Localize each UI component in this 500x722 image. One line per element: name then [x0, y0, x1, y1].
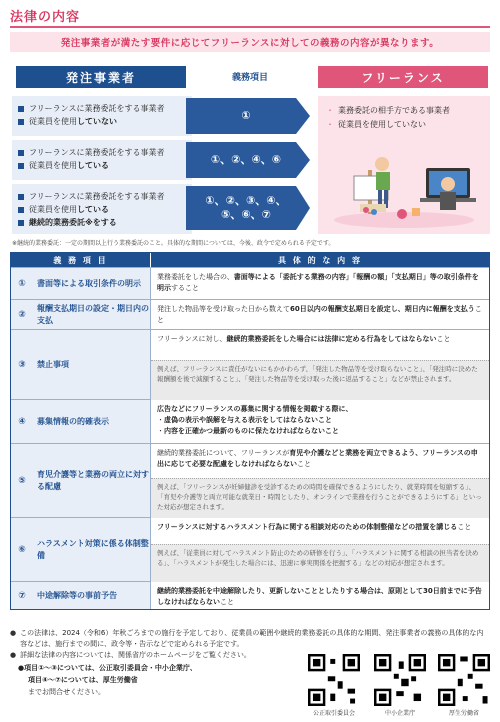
row-number: ③ — [18, 359, 26, 370]
square-bullet-icon — [18, 150, 24, 156]
summary-banner: 発注事業者が満たす要件に応じてフリーランスに対しての義務の内容が異なります。 — [10, 32, 490, 52]
duty-arrow-3-label: ①、②、③、④、 ⑤、⑥、⑦ — [205, 194, 287, 221]
page-title: 法律の内容 — [10, 10, 81, 25]
row-example: 例えば、「従業員に対してハラスメント防止のための研修を行う」、「ハラスメントに関する相談の担当者を決める」、「ハラスメントが発生した場合には、迅速に事実関係を把握する」などの対応が想定されます。 — [151, 544, 489, 582]
qr-label: 厚生労働省 — [448, 710, 479, 717]
qr-code-icon[interactable] — [308, 654, 360, 706]
row-detail: フリーランスに対し、継続的業務委託をした場合には法律に定める行為をしてはならないこと — [157, 335, 451, 343]
case-3-line-1: フリーランスに業務委託をする事業者 — [18, 190, 186, 203]
row-detail: 継続的業務委託を中途解除したり、更新しないこととしたりする場合は、原則として30日前までに予告しなければならないこと — [157, 587, 482, 606]
table-header-duty: 義 務 項 目 — [11, 253, 151, 267]
row-detail-list-item: ・内容を正確かつ最新のものに保たなければならないこと — [157, 427, 339, 435]
footer-note: ● この法律は、2024（令和6）年秋ごろまでの施行を予定しており、従業員の範囲や継続的業務委託の具体的な期間、発注事業者の義務の具体的な内容などは、施行までの間に、政令等・告示などで定められる予定です。 — [10, 629, 484, 648]
square-bullet-icon — [18, 220, 24, 226]
continuous-contract-note: ※継続的業務委託：一定の期間以上行う業務委託のこと。具体的な期間については、今後、政令で定められる予定です。 — [12, 240, 335, 247]
square-bullet-icon — [18, 106, 24, 112]
row-detail-list-item: ・虚偽の表示や誤解を与える表示をしてはならないこと — [157, 416, 332, 424]
row-number: ⑥ — [18, 544, 26, 555]
table-row — [11, 267, 489, 299]
qr-label: 中小企業庁 — [384, 710, 415, 717]
case-1-line-1: フリーランスに業務委託をする事業者 — [18, 102, 186, 115]
row-duty-name: 中途解除等の事前予告 — [37, 590, 117, 600]
table-row — [11, 399, 489, 443]
contact-line-2: 項目④〜⑦については、厚生労働省 — [28, 676, 138, 684]
row-detail: 継続的業務委託について、フリーランスが育児や介護などと業務を両立できるよう、フリーランスの申出に応じて必要な配慮をしなければならないこと — [157, 449, 478, 468]
row-detail: 業務委託をした場合の、書面等による「委託する業務の内容」「報酬の額」「支払期日」等の取引条件を明示すること — [157, 273, 479, 292]
row-number: ② — [18, 309, 26, 320]
contact-info — [18, 662, 278, 698]
qr-code-icon[interactable] — [438, 654, 490, 706]
row-number: ④ — [18, 416, 26, 427]
square-bullet-icon — [18, 163, 24, 169]
case-3-line-3: 継続的業務委託※をする — [18, 216, 186, 229]
table-header — [11, 253, 489, 267]
square-bullet-icon — [18, 119, 24, 125]
row-number: ① — [18, 278, 26, 289]
row-duty-name: 育児介護等と業務の両立に対する配慮 — [37, 469, 149, 491]
row-detail: 発注した物品等を受け取った日から数えて60日以内の報酬支払期日を設定し、期日内に報酬を支払うこと — [157, 305, 482, 324]
duty-arrow-1-label: ① — [241, 109, 251, 122]
case-1-box — [12, 96, 192, 136]
freelance-item-1: ・ 業務委託の相手方である事業者 — [326, 106, 450, 115]
case-2-line-2: 従業員を使用 している — [18, 159, 186, 172]
footer-note: ● 詳細な法律の内容については、関係省庁のホームページをご覧ください。 — [10, 651, 251, 659]
row-example: 例えば、「フリーランスが妊婦健診を受診するための時間を確保できるようにしたり、就業時間を短縮する」、「育児や介護等と両立可能な就業日・時間としたり、オンラインで業務を行うことができるようにする」といった対応が想定されます。 — [151, 478, 489, 518]
table-header-detail: 具 体 的 な 内 容 — [278, 255, 362, 265]
row-duty-name: 報酬支払期日の設定・期日内の支払 — [37, 303, 149, 325]
case-3-line-2: 従業員を使用 している — [18, 203, 186, 216]
square-bullet-icon — [18, 194, 24, 200]
square-bullet-icon — [18, 207, 24, 213]
freelance-item-2: ・ 従業員を使用していない — [326, 120, 426, 129]
case-2-box — [12, 140, 192, 180]
freelancer-illustration — [326, 148, 486, 230]
row-duty-name: 禁止事項 — [37, 359, 69, 369]
row-number: ⑦ — [18, 590, 26, 601]
contact-line-1: ●項目①〜③については、公正取引委員会・中小企業庁、 — [18, 664, 197, 672]
row-detail: フリーランスに対するハラスメント行為に関する相談対応のための体制整備などの措置を講じること — [157, 523, 472, 531]
case-1-line-2: 従業員を使用 していない — [18, 115, 186, 128]
qr-label: 公正取引委員会 — [312, 710, 355, 717]
row-detail: 広告などにフリーランスの募集に関する情報を掲載する際に、 ・虚偽の表示や誤解を与える表示をしてはならないこと ・内容を正確かつ最新のものに保たなければならないこと — [151, 400, 489, 441]
table-row — [11, 329, 489, 399]
title-bar — [10, 6, 490, 28]
row-number: ⑤ — [18, 475, 26, 486]
row-duty-name: 募集情報の的確表示 — [37, 416, 109, 426]
contact-line-3: までお問合せください。 — [28, 688, 105, 696]
table-row — [11, 299, 489, 329]
case-2-line-1: フリーランスに業務委託をする事業者 — [18, 146, 186, 159]
freelance-header: フリーランス — [318, 66, 488, 88]
table-row — [11, 517, 489, 581]
row-duty-name: ハラスメント対策に係る体制整備 — [37, 538, 149, 560]
row-example: 例えば、フリーランスに責任がないにもかかわらず、「発注した物品等を受け取らないこと」、「発注時に決めた報酬額を後で減額すること」、「発注した物品等を受け取った後に返品すること」などが禁止されます。 — [151, 360, 489, 400]
duty-arrow-2-label: ①、②、④、⑥ — [210, 153, 282, 166]
row-duty-name: 書面等による取引条件の明示 — [37, 278, 141, 288]
case-3-box — [12, 184, 192, 234]
client-business-header: 発注事業者 — [16, 66, 186, 88]
duty-items-header: 義務項目 — [231, 73, 268, 83]
table-row — [11, 443, 489, 517]
table-row — [11, 581, 489, 609]
duty-table — [10, 252, 490, 610]
qr-code-icon[interactable] — [374, 654, 426, 706]
